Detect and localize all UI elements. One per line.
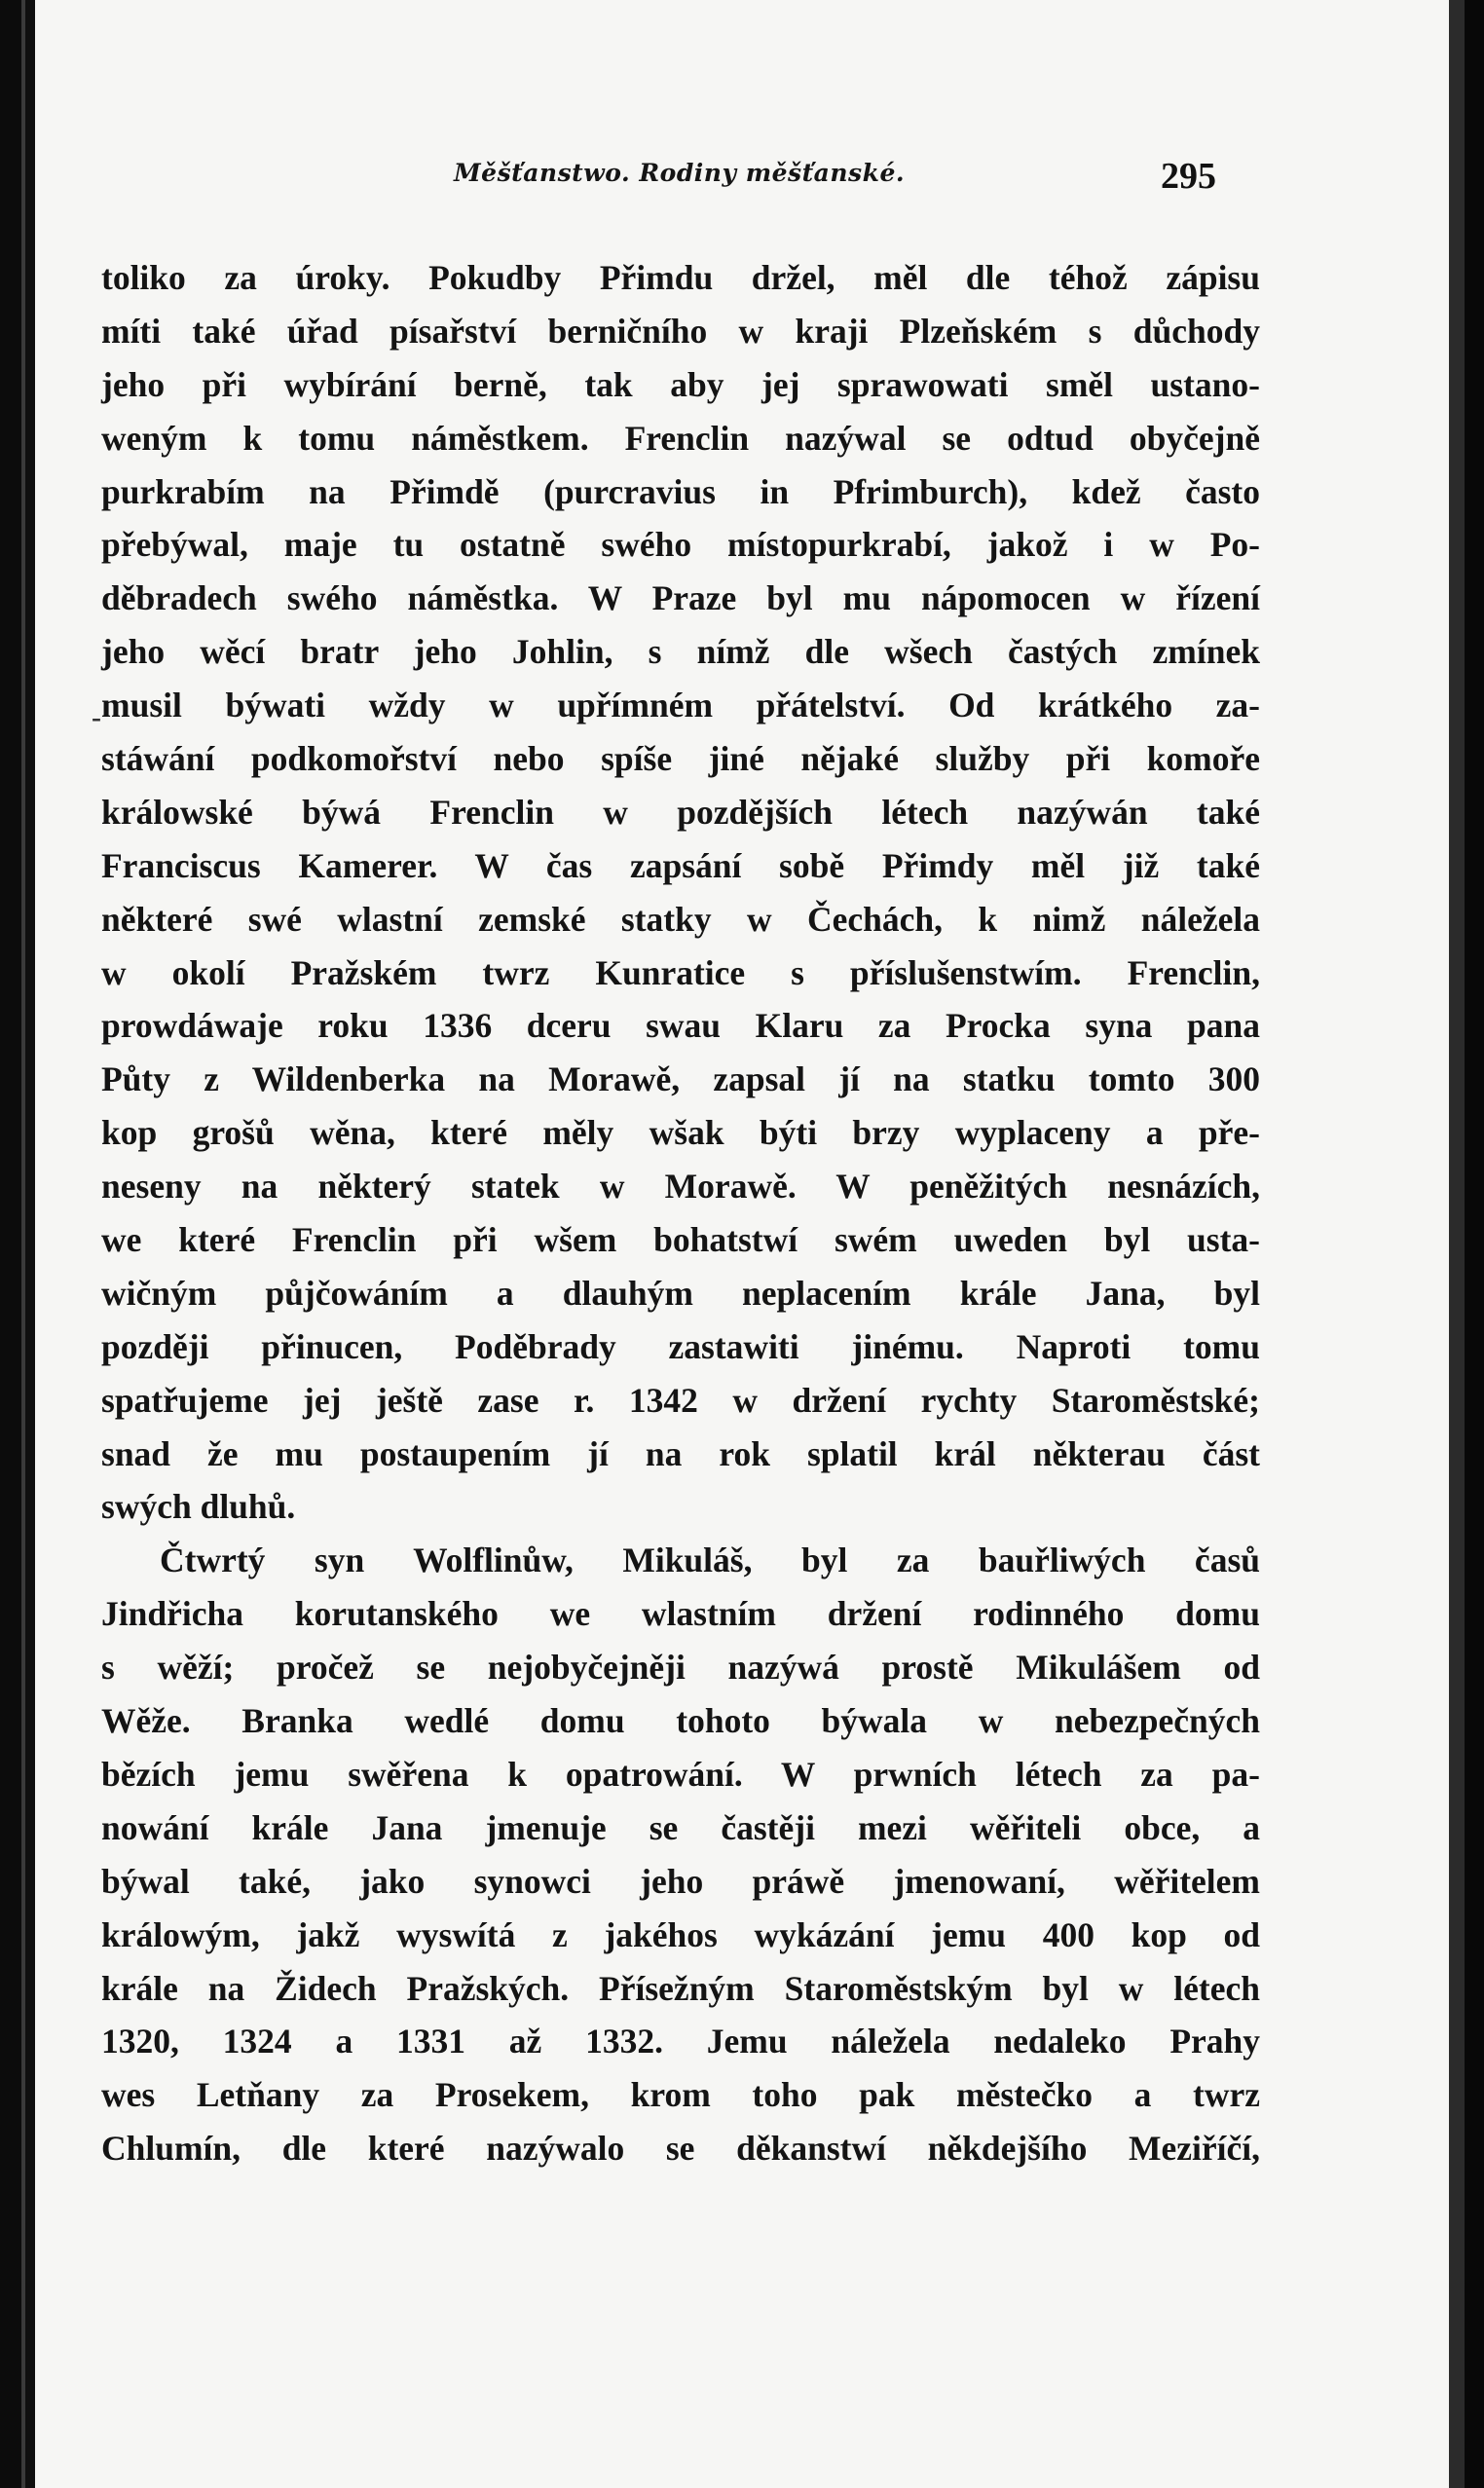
text-line: přebýwal, maje tu ostatně swého místopurkrabí, jakož i w Po- — [101, 525, 1260, 565]
text-line: králowým, jakž wyswítá z jakéhos wykázání jemu 400 kop od — [101, 1914, 1260, 1954]
text-line: později přinucen, Poděbrady zastawiti jinému. Naproti tomu — [101, 1326, 1260, 1366]
text-line: jeho wěcí bratr jeho Johlin, s nímž dle wšech častých zmínek — [101, 632, 1260, 672]
right-scan-edge — [1449, 0, 1484, 2488]
text-line: krále na Židech Pražských. Přísežným Staroměstským byl w létech — [101, 1968, 1260, 2008]
paragraph-start-line: Čtwrtý syn Wolflinůw, Mikuláš, byl za bauřliwých časů — [160, 1541, 1260, 1580]
text-line: býwal také, jako synowci jeho práwě jmenowaní, wěřitelem — [101, 1861, 1260, 1901]
body-text — [101, 251, 1260, 2175]
text-line: musil býwati wždy w upřímném přátelství. Od krátkého za- — [101, 686, 1260, 725]
text-line: některé swé wlastní zemské statky w Čechách, k nimž náležela — [101, 899, 1260, 939]
text-line: nowání krále Jana jmenuje se častěji mezi wěřiteli obce, a — [101, 1807, 1260, 1847]
text-line: kop grošů wěna, které měly wšak býti brzy wyplaceny a pře- — [101, 1113, 1260, 1153]
paragraph-end-line: swých dluhů. — [101, 1487, 296, 1527]
text-line: jeho při wybírání berně, tak aby jej sprawowati směl ustano- — [101, 364, 1260, 404]
text-line: weným k tomu náměstkem. Frenclin nazýwal se odtud obyčejně — [101, 418, 1260, 458]
text-line: 1320, 1324 a 1331 až 1332. Jemu náležela nedaleko Prahy — [101, 2022, 1260, 2061]
text-line: děbradech swého náměstka. W Praze byl mu nápomocen w řízení — [101, 578, 1260, 618]
text-line: wičným půjčowáním a dlauhým neplacením krále Jana, byl — [101, 1273, 1260, 1313]
left-scan-edge — [0, 0, 35, 2488]
text-line: we které Frenclin při wšem bohatstwí swém uweden byl usta- — [101, 1220, 1260, 1260]
running-head: Měšťanstwo. Rodiny měšťanské. — [454, 159, 906, 187]
text-line: Půty z Wildenberka na Morawě, zapsal jí na statku tomto 300 — [101, 1059, 1260, 1099]
page-header — [35, 156, 1449, 198]
margin-mark: - — [92, 701, 101, 733]
text-line: w okolí Pražském twrz Kunratice s příslušenstwím. Frenclin, — [101, 952, 1260, 992]
text-line: stáwání podkomořství nebo spíše jiné nějaké služby při komoře — [101, 739, 1260, 779]
text-line: spatřujeme jej ještě zase r. 1342 w držení rychty Staroměstské; — [101, 1380, 1260, 1420]
text-line: purkrabím na Přimdě (purcravius in Pfrimburch), kdež často — [101, 471, 1260, 511]
text-line: wes Letňany za Prosekem, krom toho pak městečko a twrz — [101, 2075, 1260, 2115]
text-line: snad že mu postaupením jí na rok splatil král některau část — [101, 1433, 1260, 1473]
text-line: toliko za úroky. Pokudby Přimdu držel, měl dle téhož zápisu — [101, 258, 1260, 297]
book-page — [35, 0, 1449, 2488]
text-line: Wěže. Branka wedlé domu tohoto býwala w nebezpečných — [101, 1701, 1260, 1741]
text-line: neseny na některý statek w Morawě. W peněžitých nesnázích, — [101, 1167, 1260, 1207]
text-line: bězích jemu swěřena k opatrowání. W prwních létech za pa- — [101, 1754, 1260, 1794]
text-line: prowdáwaje roku 1336 dceru swau Klaru za Procka syna pana — [101, 1006, 1260, 1046]
text-line: míti také úřad písařství berničního w kraji Plzeňském s důchody — [101, 311, 1260, 351]
text-line: králowské býwá Frenclin w pozdějších létech nazýwán také — [101, 792, 1260, 832]
text-line: Chlumín, dle které nazýwalo se děkanstwí někdejšího Meziříčí, — [101, 2129, 1260, 2169]
text-line: Franciscus Kamerer. W čas zapsání sobě Přimdy měl již také — [101, 845, 1260, 885]
page-number: 295 — [1161, 156, 1216, 197]
text-line: Jindřicha korutanského we wlastním držení rodinného domu — [101, 1594, 1260, 1634]
text-line: s wěží; pročež se nejobyčejněji nazýwá prostě Mikulášem od — [101, 1648, 1260, 1688]
